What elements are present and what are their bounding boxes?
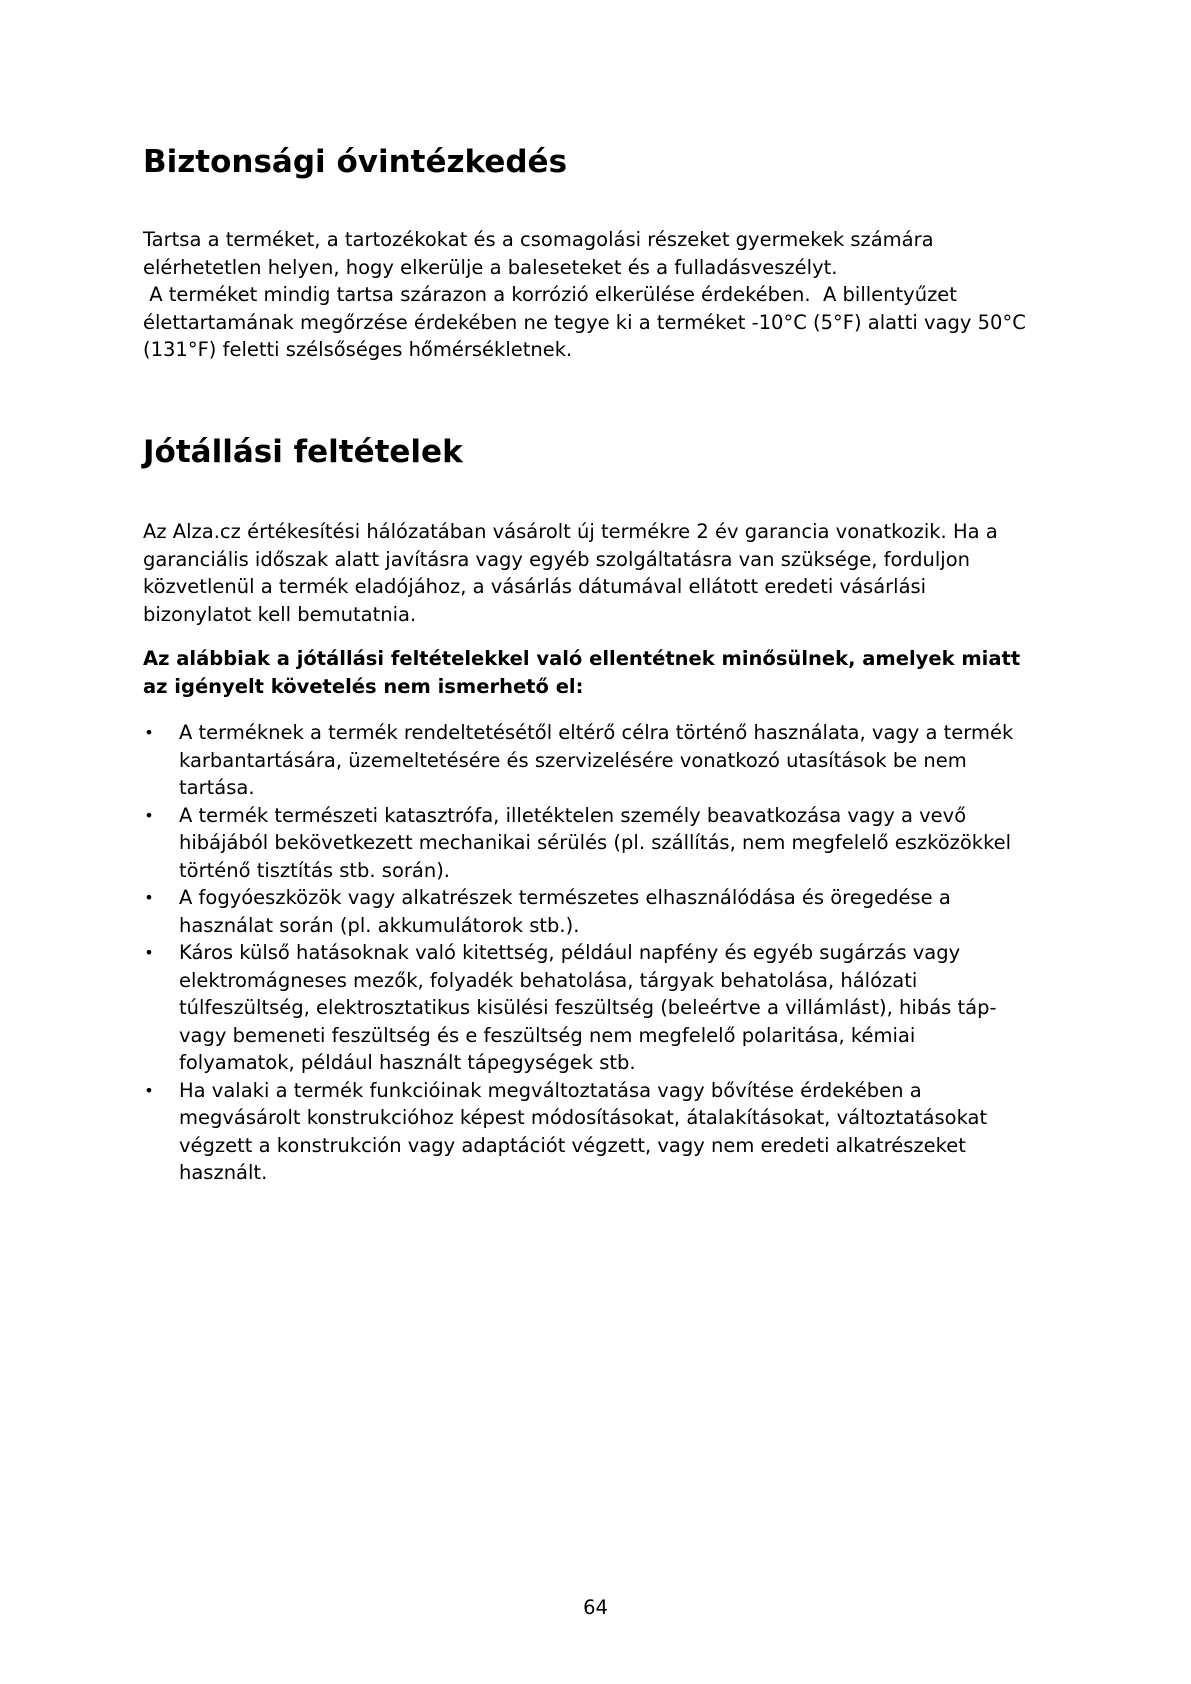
list-item-line: elektromágneses mezők, folyadék behatolása, tárgyak behatolása, hálózati (179, 968, 918, 992)
exclusions-list (143, 719, 1073, 1187)
warranty-paragraph-line: Az Alza.cz értékesítési hálózatában vásárolt új termékre 2 év garancia vonatkozik. Ha a (143, 520, 998, 543)
bullet-icon: • (144, 943, 154, 962)
list-item-line: történő tisztítás stb. során). (179, 858, 451, 882)
list-item-line: végzett a konstrukción vagy adaptációt végzett, vagy nem eredeti alkatrészeket (179, 1133, 966, 1157)
list-item-line: tartása. (179, 776, 255, 799)
list-item-line: Ha valaki a termék funkcióinak megváltoztatása vagy bővítése érdekében a (179, 1078, 922, 1102)
safety-paragraph-line: A terméket mindig tartsa szárazon a korrózió elkerülése érdekében. A billentyűzet (143, 283, 957, 306)
list-item-line: A termék természeti katasztrófa, illetéktelen személy beavatkozása vagy a vevő (179, 803, 967, 827)
list-item-line: A terméknek a termék rendeltetésétől eltérő célra történő használata, vagy a termék (179, 721, 1014, 744)
list-item-line: használat során (pl. akkumulátorok stb.). (179, 913, 580, 937)
list-item-line: megvásárolt konstrukcióhoz képest módosításokat, átalakításokat, változtatásokat (179, 1106, 988, 1129)
list-item-line: A fogyóeszközök vagy alkatrészek természetes elhasználódása és öregedése a (179, 886, 951, 909)
list-item-line: Káros külső hatásoknak való kitettség, például napfény és egyéb sugárzás vagy (179, 941, 961, 964)
list-item-line: hibájából bekövetkezett mechanikai sérülés (pl. szállítás, nem megfelelő eszközökkel (179, 831, 1012, 854)
exclusions-intro (143, 645, 1073, 700)
list-item-line: folyamatok, például használt tápegységek stb. (179, 1051, 636, 1074)
warranty-paragraph (143, 518, 1073, 628)
list-item-line: túlfeszültség, elektrosztatikus kisülési feszültség (beleértve a villámlást), hibás táp- (179, 996, 997, 1019)
bullet-icon: • (144, 1080, 154, 1100)
warranty-paragraph-line: közvetlenül a termék eladójához, a vásárlás dátumával ellátott eredeti vásárlási (143, 575, 927, 598)
page-number: 64 (583, 1596, 608, 1619)
warranty-paragraph-line: bizonylatot kell bemutatnia. (143, 602, 417, 626)
section-title-safety: Biztonsági óvintézkedés (143, 144, 568, 180)
list-item (143, 802, 1073, 885)
safety-paragraph-line: (131°F) feletti szélsőséges hőmérsékletnek. (143, 338, 573, 361)
list-item-line: használt. (179, 1161, 268, 1184)
list-item (143, 939, 1073, 1077)
list-item (143, 884, 1073, 939)
list-item-line: vagy bemeneti feszültség és e feszültség nem megfelelő polaritása, kémiai (179, 1023, 916, 1047)
bullet-icon: • (144, 888, 154, 907)
safety-paragraph-line: élettartamának megőrzése érdekében ne tegye ki a terméket -10°C (5°F) alatti vagy 50°C (143, 310, 1026, 334)
safety-paragraph (143, 226, 1073, 364)
bullet-icon: • (144, 723, 154, 742)
safety-paragraph-line: Tartsa a terméket, a tartozékokat és a csomagolási részeket gyermekek számára (143, 228, 934, 251)
list-item-line: karbantartására, üzemeltetésére és szervizelésére vonatkozó utasítások be nem (179, 748, 967, 772)
warranty-paragraph-line: garanciális időszak alatt javításra vagy egyéb szolgáltatásra van szüksége, forduljon (143, 547, 970, 571)
safety-paragraph-line: elérhetetlen helyen, hogy elkerülje a baleseteket és a fulladásveszélyt. (143, 255, 838, 279)
section-title-warranty: Jótállási feltételek (143, 434, 463, 470)
exclusions-intro-line: az igényelt követelés nem ismerhető el: (143, 674, 584, 698)
exclusions-intro-line: Az alábbiak a jótállási feltételekkel való ellentétnek minősülnek, amelyek miatt (143, 647, 1021, 670)
list-item (143, 1077, 1073, 1187)
bullet-icon: • (144, 805, 154, 825)
list-item (143, 719, 1073, 802)
